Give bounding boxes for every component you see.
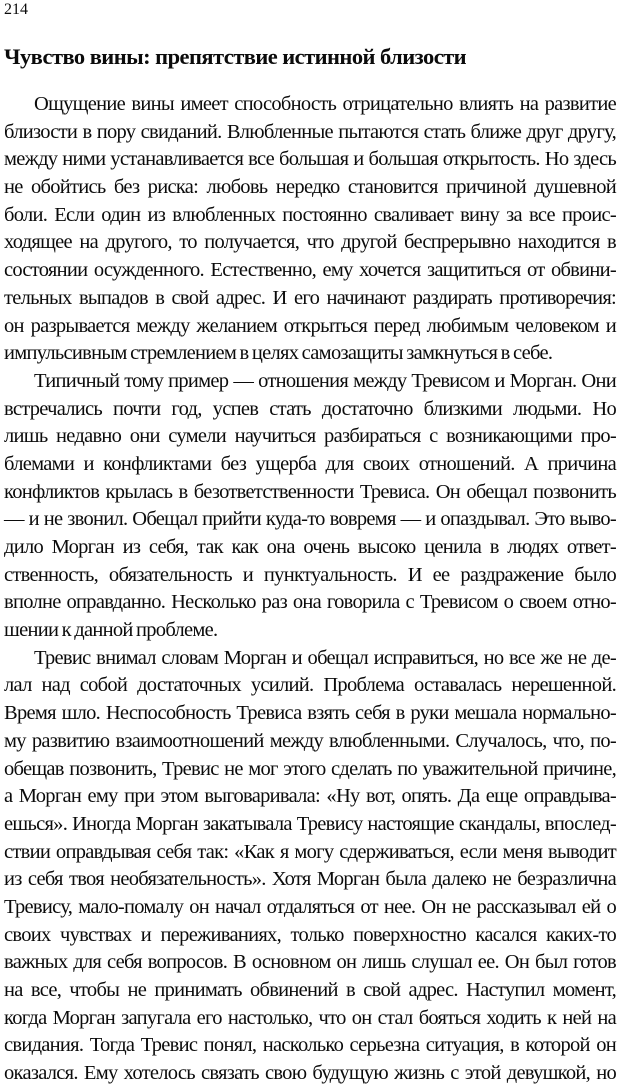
- text-line: дило Морган из себя, так как она очень высоко ценила в людях ответ-: [4, 536, 616, 558]
- text-line: му развитию взаимоотношений между влюбленными. Случалось, что, по-: [4, 729, 616, 752]
- text-line: встречались почти год, успев стать достаточно близкими людьми. Но: [4, 397, 616, 420]
- text-line: важных для себя вопросов. В основном он лишь слушал ее. Он был готов: [4, 951, 616, 974]
- text-line: оказался. Ему хотелось связать свою будущую жизнь с этой девушкой, но: [4, 1062, 616, 1085]
- text-line: тельных выпадов в свой адрес. И его начинают раздирать противоречия:: [4, 286, 616, 309]
- text-line: блемами и конфликтами без ущерба для своих отношений. А причина: [4, 452, 616, 475]
- text-line: шении к данной проблеме.: [4, 619, 218, 642]
- text-line: состоянии осужденного. Естественно, ему хочется защититься от обвини-: [4, 259, 616, 282]
- text-line: вполне оправданно. Несколько раз она говорила с Тревисом о своем отно-: [4, 591, 616, 614]
- text-line: близости в пору свиданий. Влюбленные пытаются стать ближе друг другу,: [4, 120, 616, 143]
- text-line: свидания. Тогда Тревис понял, насколько серьезна ситуация, в которой он: [4, 1034, 616, 1057]
- text-line: а Морган ему при этом выговаривала: «Ну вот, опять. Да еще оправдыва-: [4, 785, 616, 808]
- text-line: Тревис внимал словам Морган и обещал исправиться, но все же не де-: [34, 646, 616, 669]
- text-line: боли. Если один из влюбленных постоянно сваливает вину за все проис-: [4, 203, 616, 226]
- paragraph: [4, 645, 616, 1088]
- text-line: обещав позвонить, Тревис не мог этого сделать по уважительной причине,: [4, 757, 616, 780]
- text-line: — и не звонил. Обещал прийти куда-то вовремя — и опаздывал. Это выво-: [4, 508, 616, 531]
- text-line: когда Морган запугала его настолько, что он стал бояться ходить к ней на: [4, 1006, 616, 1029]
- text-line: между ними устанавливается все большая и большая открытость. Но здесь: [4, 148, 616, 171]
- page-number: 214: [4, 1, 28, 18]
- section-heading: Чувство вины: препятствие истинной близости: [4, 44, 467, 69]
- text-line: лал над собой достаточных усилий. Проблема оставалась нерешенной.: [4, 674, 616, 697]
- body-text: [4, 91, 616, 1088]
- text-line: Тревису, мало-помалу он начал отдаляться от нее. Он не рассказывал ей о: [4, 895, 616, 918]
- text-line: Время шло. Неспособность Тревиса взять себя в руки мешала нормально-: [4, 702, 616, 725]
- text-line: из себя твоя необязательность». Хотя Морган была далеко не безразлична: [4, 868, 616, 891]
- paragraph: [4, 368, 616, 645]
- text-line: на все, чтобы не принимать обвинений в свой адрес. Наступил момент,: [4, 979, 616, 1001]
- text-line: лишь недавно они сумели научиться разбираться с возникающими про-: [4, 425, 616, 448]
- text-line: своих чувствах и переживаниях, только поверхностно касался каких-то: [4, 923, 616, 946]
- text-line: ешься». Иногда Морган закатывала Тревису настоящие скандалы, впослед-: [4, 812, 616, 835]
- text-line: Ощущение вины имеет способность отрицательно влиять на развитие: [34, 93, 616, 115]
- text-line: ствии оправдывая себя так: «Как я могу сдерживаться, если меня выводит: [4, 840, 616, 863]
- text-line: ственность, обязательность и пунктуальность. И ее раздражение было: [4, 563, 616, 586]
- paragraph: [4, 91, 616, 368]
- text-line: конфликтов крылась в безответственности Тревиса. Он обещал позвонить: [4, 480, 616, 503]
- text-line: он разрывается между желанием открыться перед любимым человеком и: [4, 314, 616, 337]
- text-line: не обойтись без риска: любовь нередко становится причиной душевной: [4, 176, 616, 199]
- text-line: ходящее на другого, то получается, что другой беспрерывно находится в: [4, 231, 616, 254]
- text-line: Типичный тому пример — отношения между Тревисом и Морган. Они: [34, 369, 616, 392]
- text-line: импульсивным стремлением в целях самозащиты замкнуться в себе.: [4, 342, 553, 365]
